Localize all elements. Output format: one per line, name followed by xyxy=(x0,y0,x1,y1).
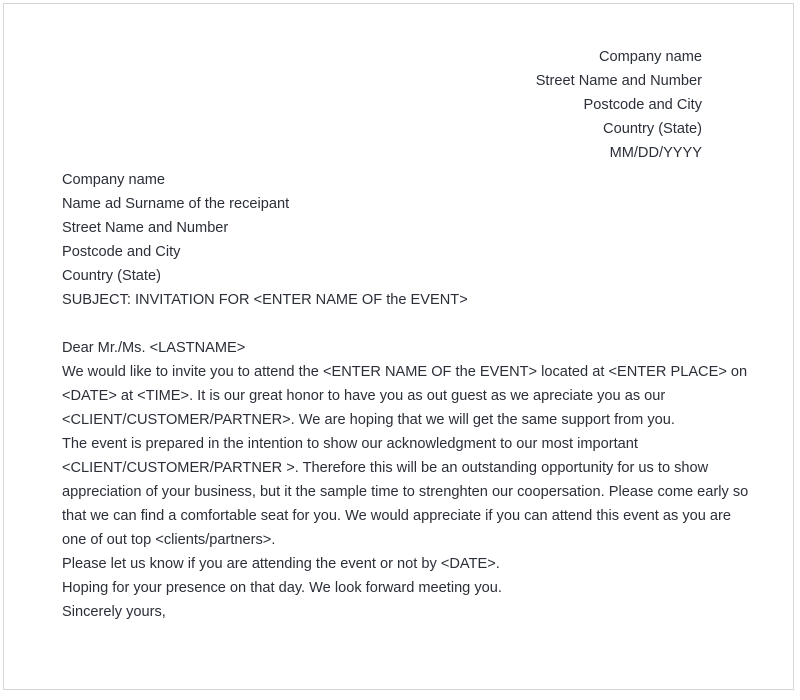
recipient-address-block xyxy=(62,168,468,312)
letter-page xyxy=(3,3,794,690)
recipient-country-state: Country (State) xyxy=(62,268,161,284)
recipient-street: Street Name and Number xyxy=(62,220,229,236)
recipient-company-name: Company name xyxy=(62,172,166,188)
body-paragraph-3: Please let us know if you are attending the event or not by <DATE>. xyxy=(62,556,500,572)
sender-company-name: Company name xyxy=(598,49,702,65)
sender-address-block xyxy=(536,45,702,165)
body-paragraph-2: The event is prepared in the intention to show our acknowledgment to our most important <CLIENT/CUSTOMER/PARTNER >. Therefore this will be an outstanding opportunity for us to show appreciation of your business, but it the sample time to strenghten our coopersation. Please come early so that we can find a comfortable seat for you. We would appreciate if you can attend this event as you are one of out top <clients/partners>. xyxy=(62,436,749,548)
letter-content xyxy=(62,336,752,624)
letter-date: MM/DD/YYYY xyxy=(609,145,702,161)
body-paragraph-1: We would like to invite you to attend the <ENTER NAME OF the EVENT> located at <ENTER PLACE> on <DATE> at <TIME>. It is our great honor to have you as out guest as we apreciate you as our <CLIENT/CUSTOMER/PARTNER>. We are hoping that we will get the same support from you. xyxy=(62,364,748,428)
sender-postcode-city: Postcode and City xyxy=(583,97,702,113)
recipient-person-name: Name ad Surname of the receipant xyxy=(62,196,290,212)
body-paragraph-4: Hoping for your presence on that day. We look forward meeting you. xyxy=(62,580,502,596)
subject-line: SUBJECT: INVITATION FOR <ENTER NAME OF the EVENT> xyxy=(62,292,468,308)
sender-street: Street Name and Number xyxy=(535,73,702,89)
letter-body xyxy=(4,4,793,689)
recipient-postcode-city: Postcode and City xyxy=(62,244,181,260)
sender-country-state: Country (State) xyxy=(603,121,702,137)
closing-salutation: Sincerely yours, xyxy=(62,604,166,620)
salutation: Dear Mr./Ms. <LASTNAME> xyxy=(62,340,246,356)
